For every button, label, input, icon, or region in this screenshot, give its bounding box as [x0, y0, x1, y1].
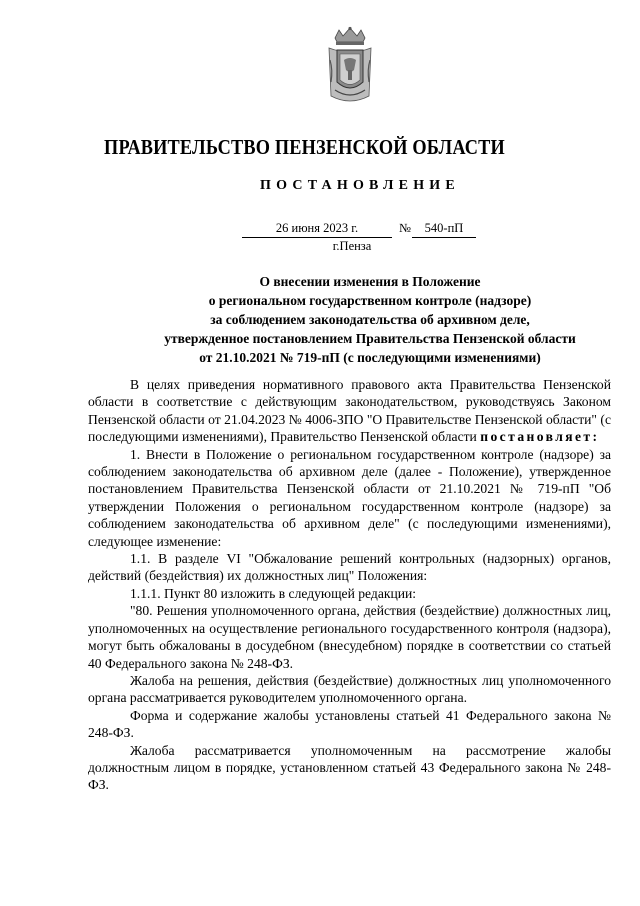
title-line: за соблюдением законодательства об архивном деле, — [210, 312, 530, 327]
paragraph-1: 1. Внести в Положение о региональном государственном контроле (надзоре) за соблюдением законодательства об архивном деле (далее - Положение), утвержденное постановлением Правительства Пензенской области от 21.10.2021 № 719-пП "Об утверждении Положения о региональном государственном контроле (надзоре) за соблюдением законодательства об архивном деле" (с последующими изменениями), следующее изменение: — [88, 446, 611, 549]
document-number: 540-пП — [412, 221, 476, 238]
paragraph-1-1-1: 1.1.1. Пункт 80 изложить в следующей редакции: — [130, 585, 417, 601]
title-line: О внесении изменения в Положение — [259, 274, 481, 289]
title-line: от 21.10.2021 № 719-пП (с последующими изменениями) — [199, 350, 541, 365]
intro-paragraph — [88, 376, 611, 446]
complaint-review-paragraph: Жалоба рассматривается уполномоченным на рассмотрение жалобы должностным лицом в порядке, установленном статьей 43 Федерального закона № 248-ФЗ. — [88, 742, 611, 793]
title-line: о региональном государственном контроле (надзоре) — [208, 293, 532, 308]
decree-word: постановляет: — [480, 429, 600, 445]
paragraph-1-1: 1.1. В разделе VI "Обжалование решений контрольных (надзорных) органов, действий (бездействия) их должностных лиц" Положения: — [88, 551, 611, 584]
organization-name: ПРАВИТЕЛЬСТВО ПЕНЗЕНСКОЙ ОБЛАСТИ — [104, 135, 505, 159]
issue-city: г.Пенза — [332, 239, 372, 253]
document-date: 26 июня 2023 г. — [242, 221, 392, 238]
coat-of-arms-icon — [327, 26, 373, 106]
document-type: ПОСТАНОВЛЕНИЕ — [260, 178, 460, 193]
intro-text: В целях приведения нормативного правового акта Правительства Пензенской области в соответствие с действующим законодательством, руководствуясь Законом Пензенской области от 21.04.2023 № 4006-ЗПО "О Правительстве Пензенской области" (с последующими изменениями), Правительство Пензенской области — [88, 377, 611, 445]
complaint-form-paragraph: Форма и содержание жалобы установлены статьей 41 Федерального закона № 248-ФЗ. — [88, 707, 611, 741]
number-label: № — [399, 221, 411, 235]
complaint-paragraph: Жалоба на решения, действия (бездействие) должностных лиц уполномоченного органа рассматривается руководителем уполномоченного органа. — [88, 672, 611, 706]
document-body — [88, 376, 611, 794]
title-line: утвержденное постановлением Правительства Пензенской области — [164, 331, 576, 346]
document-title — [80, 272, 640, 367]
paragraph-80: "80. Решения уполномоченного органа, действия (бездействие) должностных лиц, уполномоченных на осуществление регионального государственного контроля (надзора), могут быть обжалованы в досудебном (внесудебном) порядке в соответствии со статьей 40 Федерального закона № 248-ФЗ. — [88, 603, 611, 671]
